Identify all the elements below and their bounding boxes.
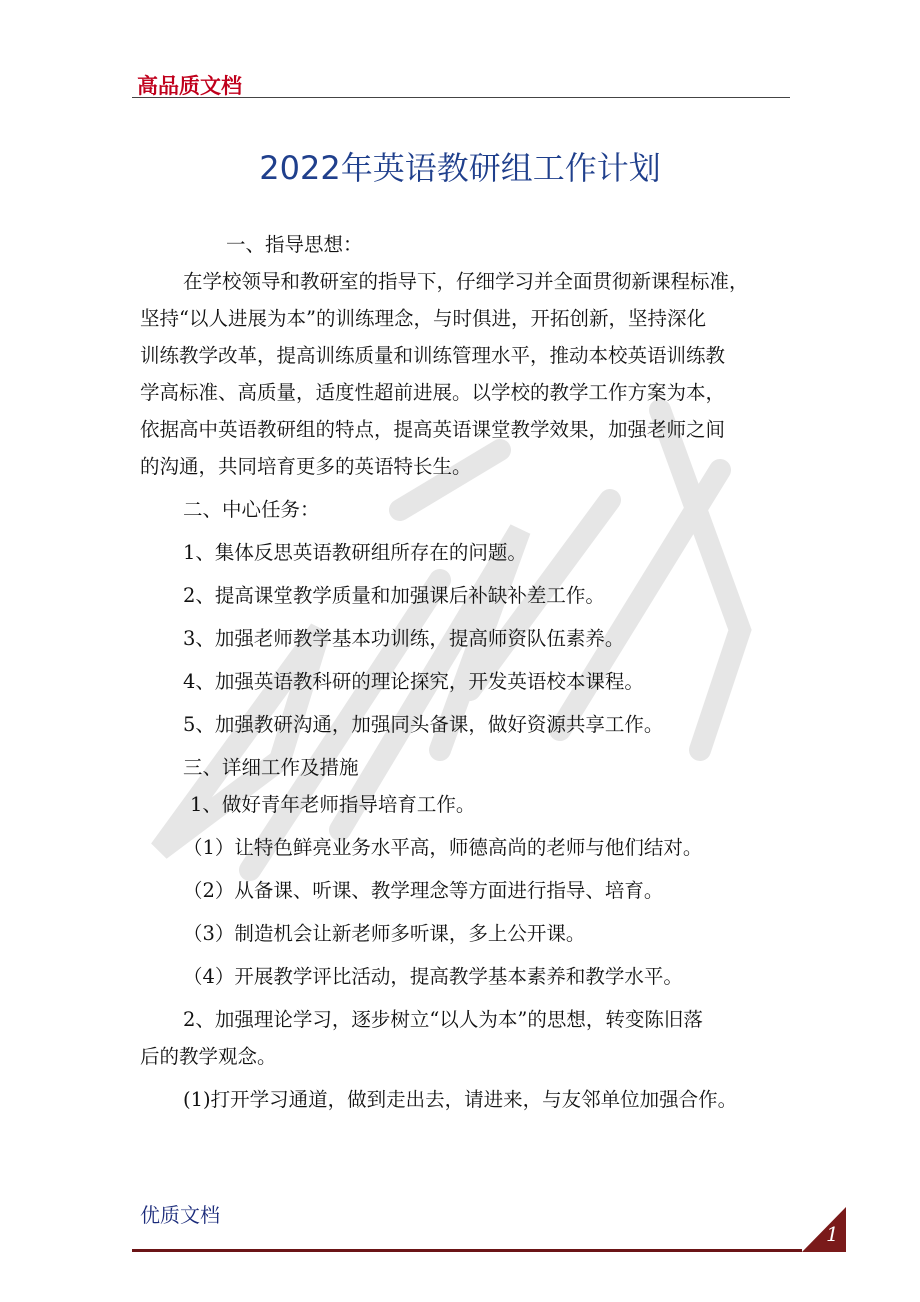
header-rule [132, 97, 790, 98]
paragraph-line: 坚持“以人进展为本”的训练理念，与时俱进，开拓创新，坚持深化 [140, 307, 706, 330]
document-body [140, 226, 790, 1118]
list-item: 4、加强英语教科研的理论探究，开发英语校本课程。 [183, 670, 644, 693]
paragraph-line: 在学校领导和教研室的指导下，仔细学习并全面贯彻新课程标准， [183, 270, 749, 293]
section-heading: 一、指导思想： [226, 233, 363, 256]
list-item: 1、集体反思英语教研组所存在的问题。 [183, 541, 527, 564]
section-heading: 三、详细工作及措施 [183, 756, 359, 779]
sub-list-item: (1)打开学习通道，做到走出去，请进来，与友邻单位加强合作。 [183, 1088, 738, 1111]
paragraph-line: 学高标准、高质量，适度性超前进展。以学校的教学工作方案为本， [140, 381, 726, 404]
paragraph-line: 训练教学改革，提高训练质量和训练管理水平，推动本校英语训练教 [140, 344, 726, 367]
section-heading: 二、中心任务： [183, 498, 320, 521]
list-item: 3、加强老师教学基本功训练，提高师资队伍素养。 [183, 627, 625, 650]
header-brand: 高品质文档 [137, 74, 242, 98]
page-number-badge [802, 1207, 846, 1252]
paragraph-line: 2、加强理论学习，逐步树立“以人为本”的思想，转变陈旧落 [183, 1008, 703, 1031]
page-number: 1 [826, 1222, 839, 1246]
footer-brand: 优质文档 [140, 1203, 220, 1227]
list-item: 5、加强教研沟通，加强同头备课，做好资源共享工作。 [183, 713, 664, 736]
paragraph-line: 的沟通，共同培育更多的英语特长生。 [140, 455, 472, 478]
sub-list-item: （4）开展教学评比活动，提高教学基本素养和教学水平。 [183, 965, 683, 988]
paragraph-line: 后的教学观念。 [140, 1045, 277, 1068]
footer-bar [132, 1249, 802, 1252]
sub-list-item: （1）让特色鲜亮业务水平高，师德高尚的老师与他们结对。 [183, 836, 703, 859]
sub-list-item: （3）制造机会让新老师多听课，多上公开课。 [183, 922, 586, 945]
paragraph-line: 依据高中英语教研组的特点，提高英语课堂教学效果，加强老师之间 [140, 418, 726, 441]
list-item: 2、提高课堂教学质量和加强课后补缺补差工作。 [183, 584, 605, 607]
sub-list-item: （2）从备课、听课、教学理念等方面进行指导、培育。 [183, 879, 664, 902]
document-title: 2022年英语教研组工作计划 [259, 149, 661, 187]
list-item: 1、做好青年老师指导培育工作。 [190, 793, 476, 816]
